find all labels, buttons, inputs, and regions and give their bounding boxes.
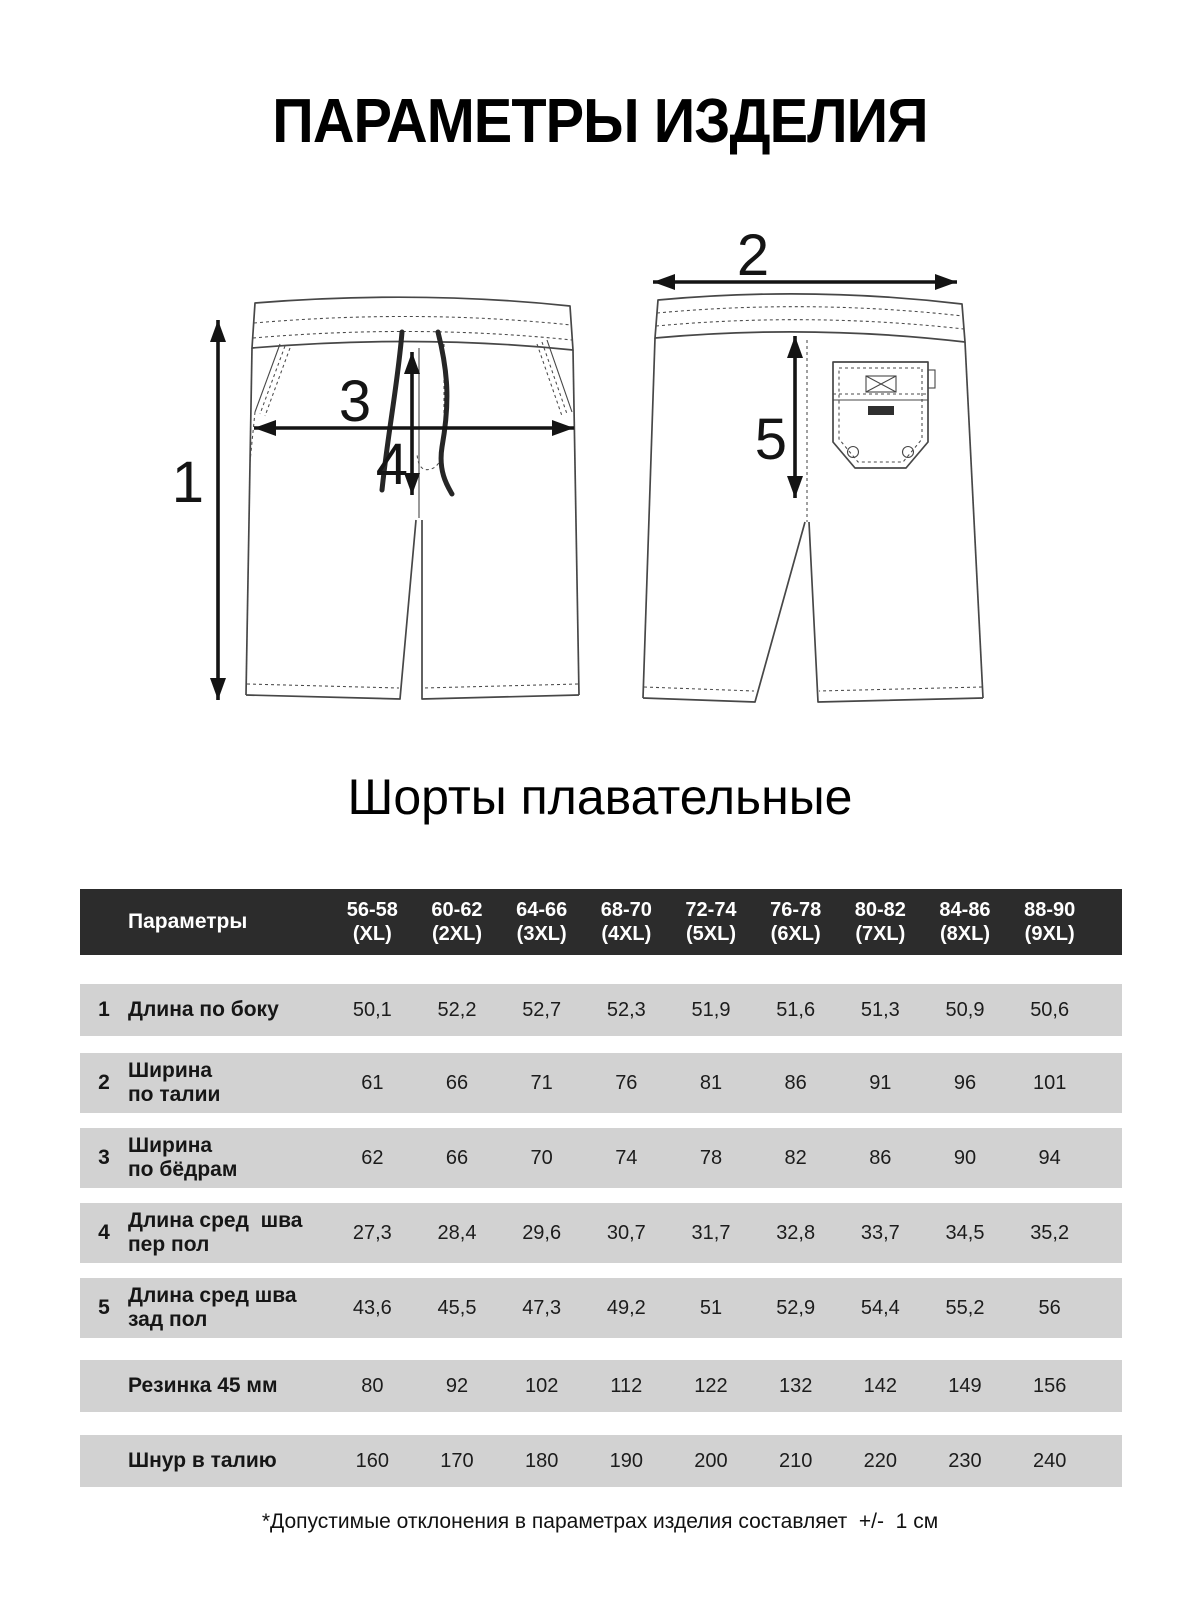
value-cell: 190: [609, 1449, 643, 1472]
value-cell: 51: [699, 1296, 723, 1319]
row-number: 2: [98, 1071, 110, 1094]
value-cell: 52,7: [522, 998, 562, 1021]
row-label: Длина по боку: [128, 998, 279, 1022]
table-row: [80, 1278, 1122, 1338]
column-header-size-88-90: 88-90 (9XL): [1024, 899, 1076, 945]
value-cell: 240: [1032, 1449, 1067, 1472]
value-cell: 86: [784, 1071, 807, 1094]
column-header-size-56-58: 56-58 (XL): [346, 899, 398, 945]
dimension-label-2: 2: [736, 225, 770, 288]
column-header-parameters: Параметры: [128, 910, 248, 933]
value-cell: 50,9: [945, 998, 985, 1021]
row-label: Ширина по талии: [128, 1059, 221, 1106]
value-cell: 160: [355, 1449, 390, 1472]
value-cell: 70: [530, 1146, 553, 1169]
value-cell: 35,2: [1030, 1221, 1070, 1244]
value-cell: 51,6: [776, 998, 816, 1021]
value-cell: 52,3: [606, 998, 646, 1021]
value-cell: 33,7: [860, 1221, 900, 1244]
value-cell: 52,9: [776, 1296, 816, 1319]
row-number: 3: [98, 1146, 110, 1169]
value-cell: 66: [445, 1146, 469, 1169]
row-label: Длина сред шва пер пол: [128, 1209, 303, 1256]
value-cell: 142: [863, 1374, 897, 1397]
value-cell: 102: [524, 1374, 559, 1397]
value-cell: 112: [610, 1374, 643, 1397]
product-name: Шорты плавательные: [347, 769, 853, 825]
value-cell: 62: [361, 1146, 384, 1169]
value-cell: 71: [530, 1071, 553, 1094]
dimension-label-5: 5: [754, 407, 787, 472]
value-cell: 55,2: [945, 1296, 985, 1319]
tolerance-footnote: *Допустимые отклонения в параметрах изделия составляет +/- 1 см: [261, 1510, 939, 1533]
table-row: [80, 1128, 1122, 1188]
pocket-loop: [868, 406, 894, 415]
table-header-row: [80, 889, 1122, 955]
pocket-side-tab: [928, 370, 935, 388]
row-label: Шнур в талию: [128, 1449, 277, 1473]
value-cell: 28,4: [437, 1221, 477, 1244]
table-row: [80, 1360, 1122, 1412]
dimension-label-1: 1: [171, 450, 204, 515]
column-header-size-72-74: 72-74 (5XL): [685, 899, 737, 945]
value-cell: 220: [863, 1449, 897, 1472]
size-table: [80, 889, 1122, 1487]
row-label: Длина сред шва зад пол: [128, 1284, 297, 1331]
drawstring: [438, 332, 452, 494]
back-pocket: [833, 362, 935, 468]
value-cell: 81: [699, 1071, 723, 1094]
value-cell: 210: [778, 1449, 813, 1472]
value-cell: 30,7: [606, 1221, 646, 1244]
row-number: 5: [98, 1296, 110, 1319]
value-cell: 27,3: [352, 1221, 392, 1244]
value-cell: 180: [524, 1449, 559, 1472]
value-cell: 54,4: [860, 1296, 900, 1319]
value-cell: 49,2: [606, 1296, 646, 1319]
column-header-size-68-70: 68-70 (4XL): [600, 899, 652, 945]
value-cell: 90: [953, 1146, 977, 1169]
value-cell: 50,1: [352, 998, 392, 1021]
dimension-label-3: 3: [338, 369, 372, 434]
table-row: [80, 1203, 1122, 1263]
value-cell: 66: [445, 1071, 469, 1094]
table-row: [80, 1053, 1122, 1113]
value-cell: 76: [615, 1071, 638, 1094]
value-cell: 82: [784, 1146, 807, 1169]
value-cell: 43,6: [352, 1296, 392, 1319]
back-view-drawing: [643, 225, 983, 702]
value-cell: 32,8: [776, 1221, 816, 1244]
value-cell: 94: [1038, 1146, 1061, 1169]
value-cell: 122: [694, 1374, 728, 1397]
row-number: 4: [98, 1221, 110, 1244]
value-cell: 29,6: [522, 1221, 562, 1244]
value-cell: 56: [1038, 1296, 1061, 1319]
value-cell: 34,5: [945, 1221, 985, 1244]
value-cell: 45,5: [437, 1296, 477, 1319]
table-body: [80, 984, 1122, 1487]
value-cell: 101: [1032, 1071, 1067, 1094]
value-cell: 149: [948, 1374, 982, 1397]
value-cell: 170: [440, 1449, 474, 1472]
value-cell: 31,7: [691, 1221, 731, 1244]
value-cell: 86: [869, 1146, 892, 1169]
value-cell: 96: [953, 1071, 977, 1094]
page-title: ПАРАМЕТРЫ ИЗДЕЛИЯ: [272, 87, 928, 156]
column-header-size-60-62: 60-62 (2XL): [431, 899, 483, 945]
column-header-size-64-66: 64-66 (3XL): [516, 899, 568, 945]
value-cell: 74: [615, 1146, 638, 1169]
value-cell: 156: [1032, 1374, 1067, 1397]
value-cell: 91: [869, 1071, 892, 1094]
value-cell: 78: [699, 1146, 723, 1169]
dimension-label-4: 4: [375, 432, 408, 497]
value-cell: 132: [778, 1374, 813, 1397]
value-cell: 61: [361, 1071, 384, 1094]
front-view-drawing: [172, 297, 579, 700]
value-cell: 51,3: [860, 998, 900, 1021]
value-cell: 80: [361, 1374, 384, 1397]
column-header-size-76-78: 76-78 (6XL): [770, 899, 822, 945]
column-header-size-80-82: 80-82 (7XL): [854, 899, 906, 945]
table-row: [80, 1435, 1122, 1487]
value-cell: 51,9: [691, 998, 731, 1021]
value-cell: 50,6: [1030, 998, 1070, 1021]
value-cell: 92: [445, 1374, 469, 1397]
shorts-technical-drawing: [150, 225, 1010, 725]
value-cell: 200: [694, 1449, 728, 1472]
row-label: Резинка 45 мм: [128, 1374, 278, 1398]
column-header-size-84-86: 84-86 (8XL): [939, 899, 991, 945]
value-cell: 47,3: [522, 1296, 562, 1319]
row-number: 1: [98, 998, 110, 1021]
value-cell: 230: [948, 1449, 982, 1472]
table-row: [80, 984, 1122, 1036]
row-label: Ширина по бёдрам: [128, 1134, 238, 1181]
value-cell: 52,2: [437, 998, 477, 1021]
